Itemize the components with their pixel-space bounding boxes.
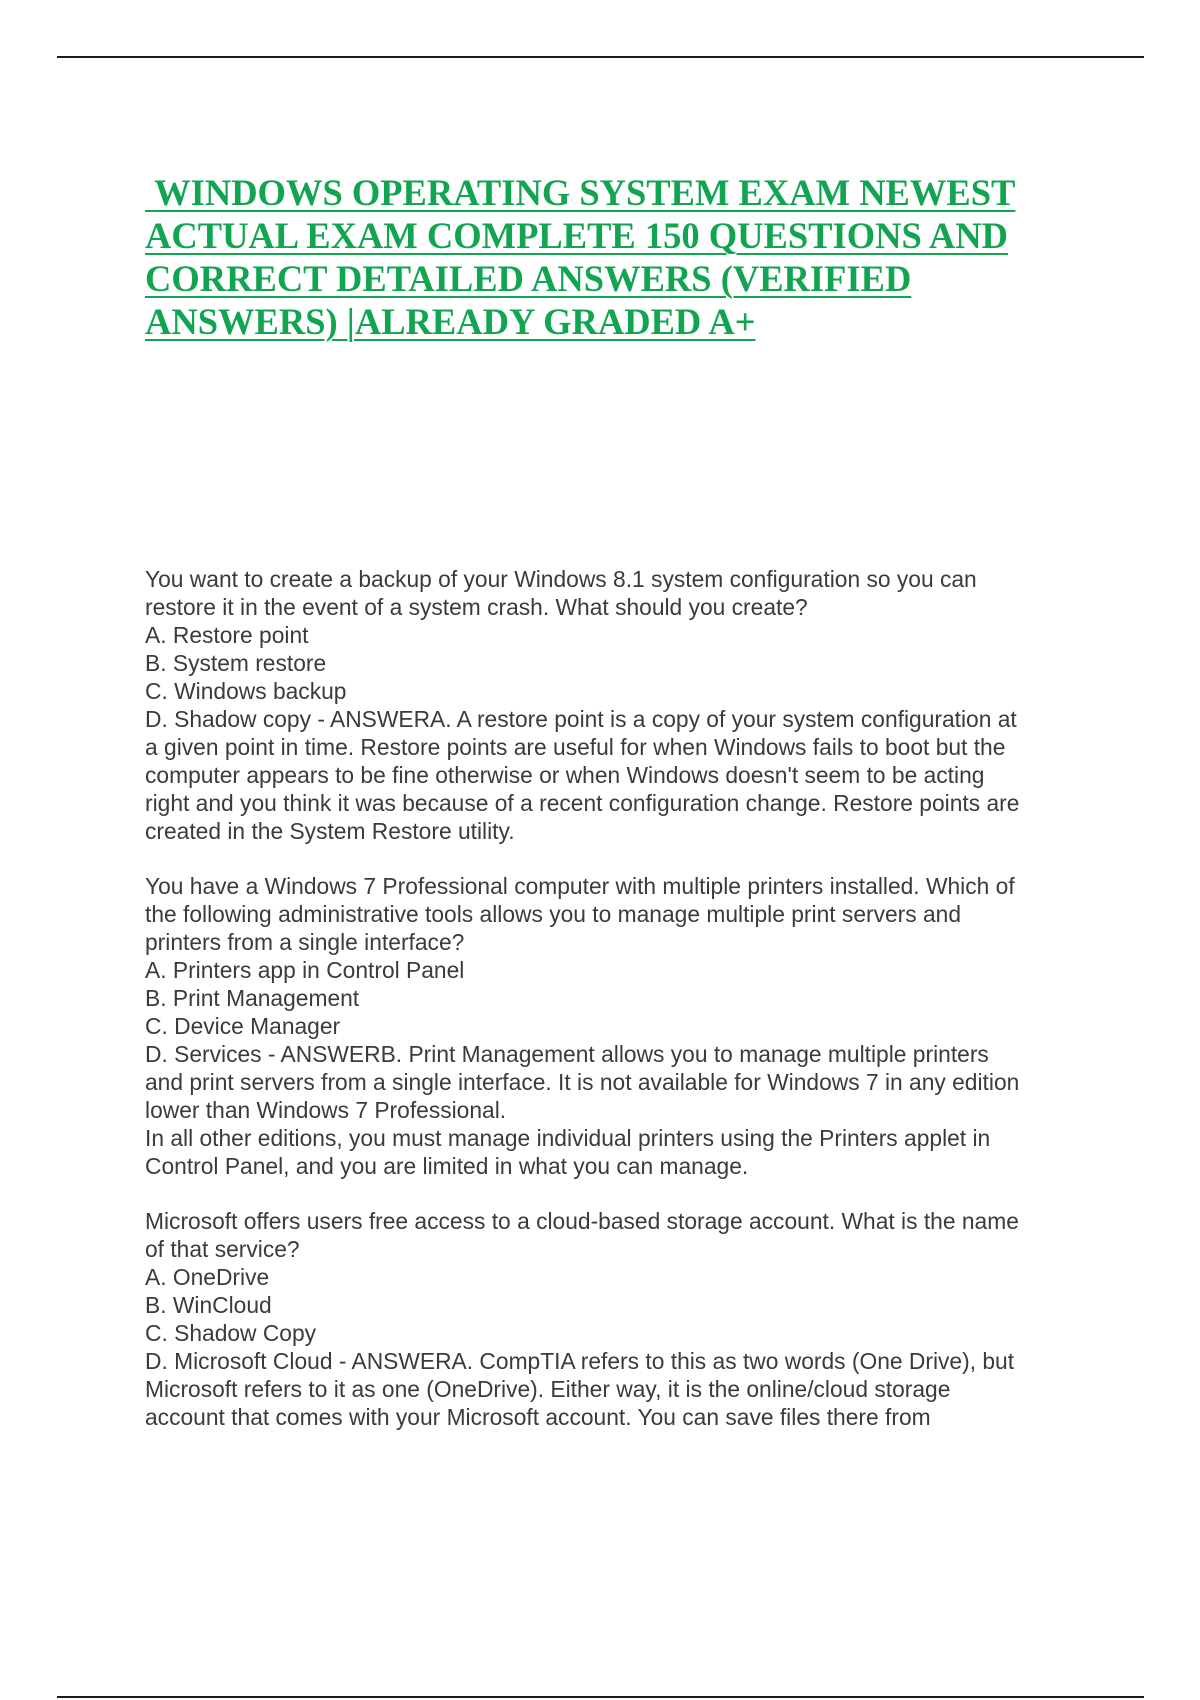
question-text-line: printers from a single interface? <box>145 929 465 955</box>
document-body <box>145 565 1085 1458</box>
header-rule <box>57 56 1144 58</box>
explanation-line: In all other editions, you must manage individual printers using the Printers applet in <box>145 1125 991 1151</box>
answer-option: C. Device Manager <box>145 1013 341 1039</box>
title-line: ACTUAL EXAM COMPLETE 150 QUESTIONS AND <box>145 215 1008 256</box>
question-block <box>145 872 1085 1180</box>
question-block <box>145 565 1085 845</box>
answer-option: B. System restore <box>145 650 327 676</box>
explanation-line: computer appears to be fine otherwise or when Windows doesn't seem to be acting <box>145 762 985 788</box>
question-text-line: of that service? <box>145 1236 300 1262</box>
answer-option-with-explanation: D. Microsoft Cloud - ANSWERA. CompTIA refers to this as two words (One Drive), but <box>145 1348 1015 1374</box>
explanation-line: created in the System Restore utility. <box>145 818 515 844</box>
question-block <box>145 1207 1085 1431</box>
answer-option: C. Shadow Copy <box>145 1320 317 1346</box>
answer-option-with-explanation: D. Shadow copy - ANSWERA. A restore point is a copy of your system configuration at <box>145 706 1017 732</box>
answer-option-with-explanation: D. Services - ANSWERB. Print Management allows you to manage multiple printers <box>145 1041 989 1067</box>
question-text-line: the following administrative tools allows you to manage multiple print servers and <box>145 901 962 927</box>
title-line: CORRECT DETAILED ANSWERS (VERIFIED <box>145 258 912 299</box>
explanation-line: right and you think it was because of a recent configuration change. Restore points are <box>145 790 1020 816</box>
answer-option: A. OneDrive <box>145 1264 270 1290</box>
answer-option: B. Print Management <box>145 985 360 1011</box>
question-text-line: You want to create a backup of your Windows 8.1 system configuration so you can <box>145 566 977 592</box>
question-text-line: restore it in the event of a system crash. What should you create? <box>145 594 808 620</box>
question-text-line: You have a Windows 7 Professional computer with multiple printers installed. Which of <box>145 873 1015 899</box>
title-line: WINDOWS OPERATING SYSTEM EXAM NEWEST <box>145 172 1016 213</box>
answer-option: A. Restore point <box>145 622 309 648</box>
answer-option: B. WinCloud <box>145 1292 272 1318</box>
document-title <box>145 171 1075 343</box>
footer-rule <box>57 1696 1144 1698</box>
question-text-line: Microsoft offers users free access to a cloud-based storage account. What is the name <box>145 1208 1019 1234</box>
explanation-line: lower than Windows 7 Professional. <box>145 1097 507 1123</box>
explanation-line: Microsoft refers to it as one (OneDrive). Either way, it is the online/cloud storage <box>145 1376 951 1402</box>
explanation-line: and print servers from a single interface. It is not available for Windows 7 in any edition <box>145 1069 1020 1095</box>
title-line: ANSWERS) |ALREADY GRADED A+ <box>145 301 756 342</box>
explanation-line: Control Panel, and you are limited in what you can manage. <box>145 1153 749 1179</box>
answer-option: A. Printers app in Control Panel <box>145 957 465 983</box>
answer-option: C. Windows backup <box>145 678 347 704</box>
explanation-line: account that comes with your Microsoft account. You can save files there from <box>145 1404 931 1430</box>
explanation-line: a given point in time. Restore points are useful for when Windows fails to boot but the <box>145 734 1006 760</box>
